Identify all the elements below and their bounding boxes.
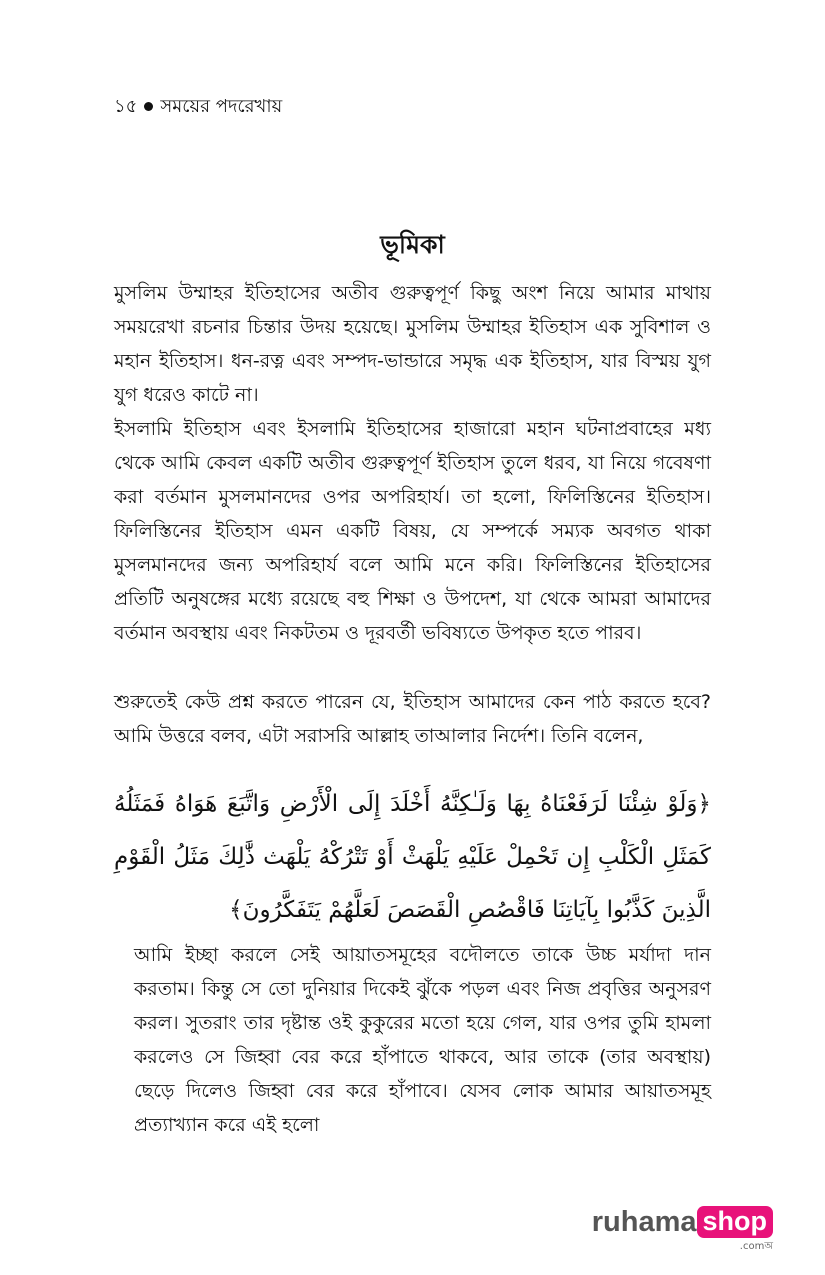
paragraph-2: ইসলামি ইতিহাস এবং ইসলামি ইতিহাসের হাজারো মহান ঘটনাপ্রবাহের মধ্য থেকে আমি কেবল একটি অতীব গুরুত্বপূর্ণ ইতিহাস তুলে ধরব, যা নিয়ে গবেষণা করা বর্তমান মুসলমানদের ওপর অপরিহার্য। তা হলো, ফিলিস্তিনের ইতিহাস। ফিলিস্তিনের ইতিহাস এমন একটি বিষয়, যে সম্পর্কে সম্যক অবগত থাকা মুসলমানদের জন্য অপরিহার্য বলে আমি মনে করি। ফিলিস্তিনের ইতিহাসের প্রতিটি অনুষঙ্গের মধ্যে রয়েছে বহু শিক্ষা ও উপদেশ, যা থেকে আমরা আমাদের বর্তমান অবস্থায় এবং নিকটতম ও দূরবর্তী ভবিষ্যতে উপকৃত হতে পারব। [114, 418, 711, 644]
logo-shop-badge: shop [697, 1206, 774, 1238]
paragraph-3: শুরুতেই কেউ প্রশ্ন করতে পারেন যে, ইতিহাস আমাদের কেন পাঠ করতে হবে? আমি উত্তরে বলব, এটা সরাসরি আল্লাহ তাআলার নির্দেশ। তিনি বলেন, [114, 691, 711, 747]
paragraph-4-translation: আমি ইচ্ছা করলে সেই আয়াতসমূহের বদৌলতে তাকে উচ্চ মর্যাদা দান করতাম। কিন্তু সে তো দুনিয়ার দিকেই ঝুঁকে পড়ল এবং নিজ প্রবৃত্তির অনুসরণ করল। সুতরাং তার দৃষ্টান্ত ওই কুকুরের মতো হয়ে গেল, যার ওপর তুমি হামলা করলেও সে জিহ্বা বের করে হাঁপাতে থাকবে, আর তাকে (তার অবস্থায়) ছেড়ে দিলেও জিহ্বা বের করে হাঁপাবে। যেসব লোক আমার আয়াতসমূহ প্রত্যাখ্যান করে এই হলো [134, 944, 711, 1136]
running-title: সময়ের পদরেখায় [160, 96, 283, 117]
running-header [114, 92, 282, 123]
page-number: ১৫ [114, 96, 138, 117]
section-title: ভূমিকা [380, 230, 445, 259]
bullet-separator [144, 102, 153, 111]
logo-brand-text: ruhama [591, 1206, 697, 1238]
paragraph-1: মুসলিম উম্মাহর ইতিহাসের অতীব গুরুত্বপূর্ণ কিছু অংশ নিয়ে আমার মাথায় সময়রেখা রচনার চিন্তার উদয় হয়েছে। মুসলিম উম্মাহর ইতিহাস এক সুবিশাল ও মহান ইতিহাস। ধন-রত্ন এবং সম্পদ-ভান্ডারে সমৃদ্ধ এক ইতিহাস, যার বিস্ময় যুগ যুগ ধরেও কাটে না। [114, 282, 711, 406]
ruhamashop-logo [592, 1206, 773, 1256]
quran-verse: ﴿وَلَوْ شِئْنَا لَرَفَعْنَاهُ بِهَا وَلَـٰكِنَّهُ أَخْلَدَ إِلَى الْأَرْضِ وَاتَّبَعَ هَوَاهُ فَمَثَلُهُ كَمَثَلِ الْكَلْبِ إِن تَحْمِلْ عَلَيْهِ يَلْهَثْ أَوْ تَتْرُكْهُ يَلْهَث ذَّٰلِكَ مَثَلُ الْقَوْمِ الَّذِينَ كَذَّبُوا بِآيَاتِنَا فَاقْصُصِ الْقَصَصَ لَعَلَّهُمْ يَتَفَكَّرُونَ﴾ [114, 791, 711, 923]
logo-domain: .comঅ [739, 1241, 773, 1252]
